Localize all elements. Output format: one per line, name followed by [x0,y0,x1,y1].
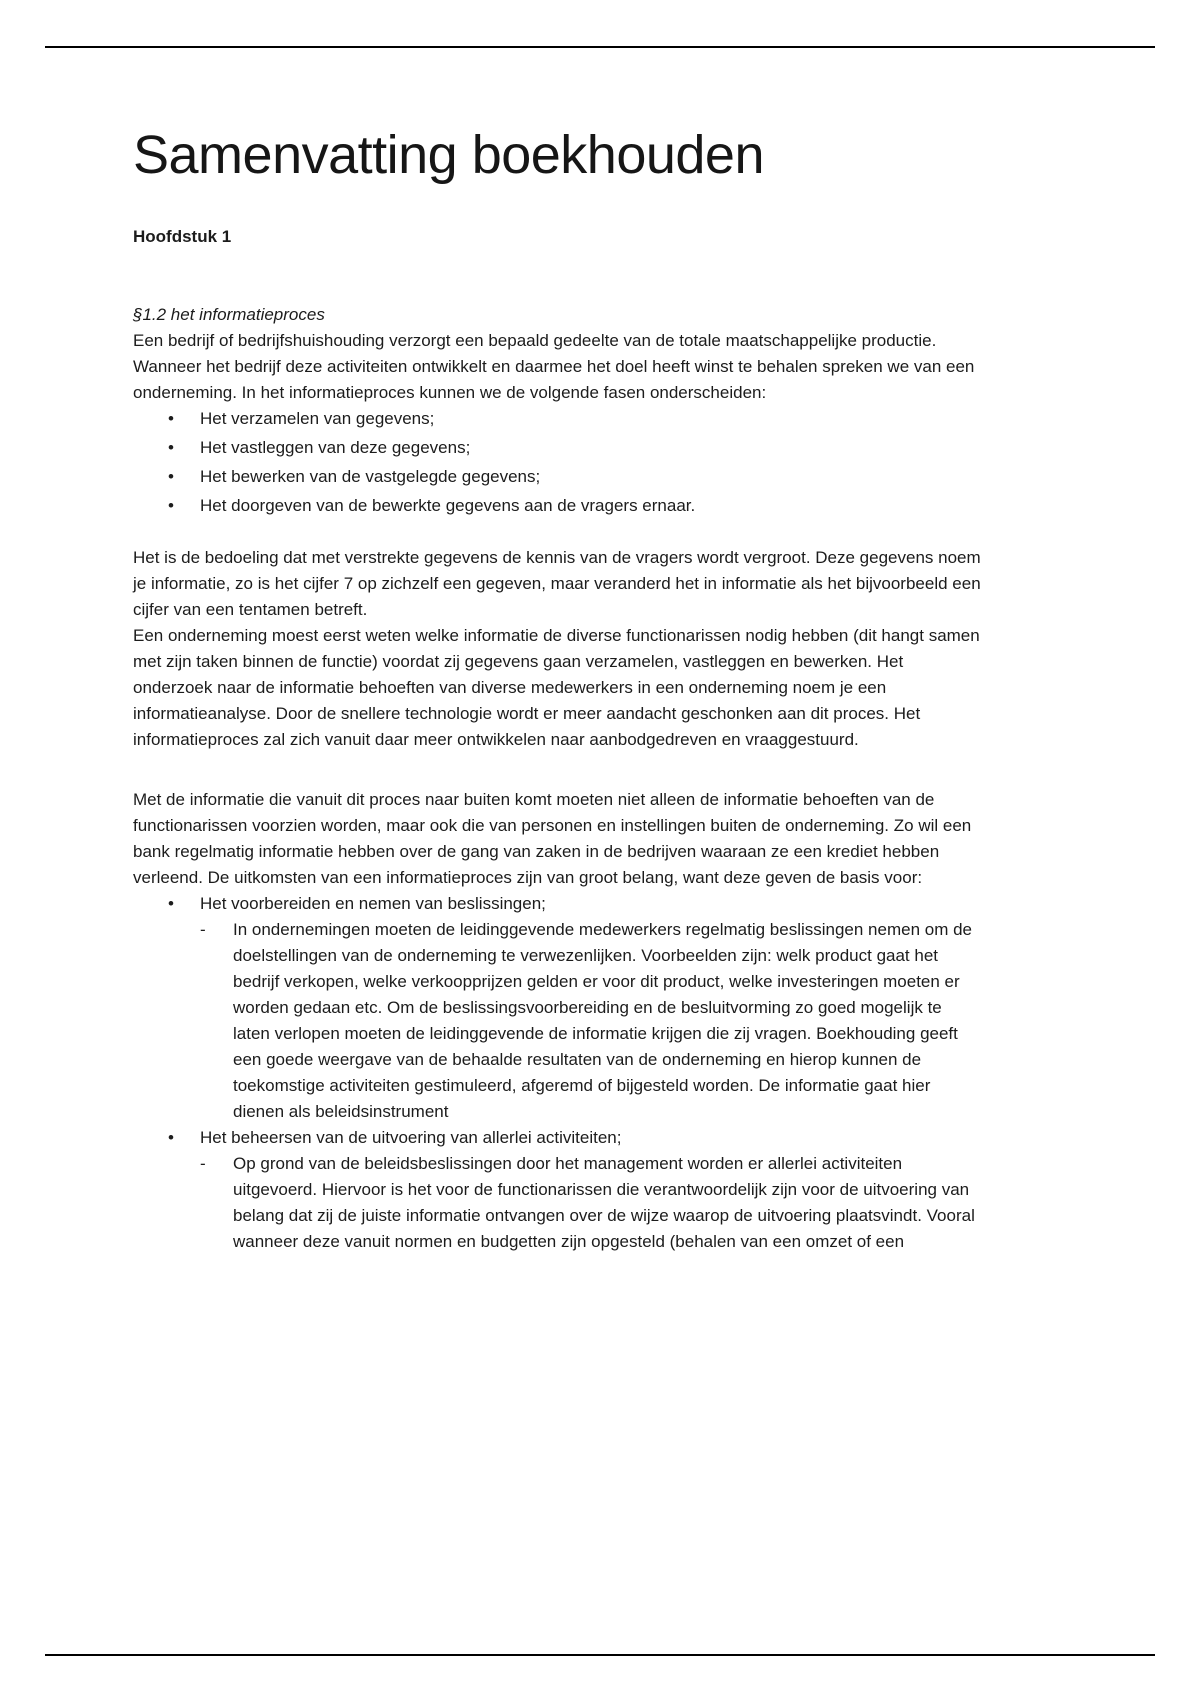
paragraph-information-1: Het is de bedoeling dat met verstrekte gegevens de kennis van de vragers wordt vergroot. Deze gegevens noem je informatie, zo is het cijfer 7 op zichzelf een gegeven, maar veranderd het in informatie als het bijvoorbeeld een cijfer van een tentamen betreft. [133,548,981,619]
outcome-detail-row [133,1151,981,1255]
bullet-icon: • [168,409,174,428]
list-item [133,435,981,461]
outcome-label: Het voorbereiden en nemen van beslissingen; [200,894,546,913]
list-item [133,493,981,519]
outcome-label-row [133,1125,981,1151]
bullet-icon: • [168,467,174,486]
outcome-detail-row [133,917,981,1125]
chapter-heading: Hoofdstuk 1 [133,227,232,246]
list-item-text: Het verzamelen van gegevens; [200,409,435,428]
document-page [133,124,981,1255]
section-heading: §1.2 het informatieproces [133,305,325,324]
dash-icon: - [200,1154,206,1173]
outcome-detail: Op grond van de beleidsbeslissingen door het management worden er allerlei activiteiten uitgevoerd. Hiervoor is het voor de functionarissen die verantwoordelijk zijn voor de uitvoering van belang dat zij de juiste informatie ontvangen over de wijze waarop de uitvoering plaatsvindt. Vooral wanneer deze vanuit normen en budgetten zijn opgesteld (behalen van een omzet of een [233,1154,975,1251]
outcome-detail: In ondernemingen moeten de leidinggevende medewerkers regelmatig beslissingen nemen om de doelstellingen van de onderneming te verwezenlijken. Voorbeelden zijn: welk product gaat het bedrijf verkopen, welke verkoopprijzen gelden er voor dit product, welke investeringen moeten er worden gedaan etc. Om de beslissingsvoorbereiding en de besluitvorming zo goed mogelijk te laten verlopen moeten de leidinggevende de informatie krijgen die zij vragen. Boekhouding geeft een goede weergave van de behaalde resultaten van de onderneming en hierop kunnen de toekomstige activiteiten gestimuleerd, afgeremd of bijgesteld worden. De informatie gaat hier dienen als beleidsinstrument [233,920,973,1121]
outcome-item [133,891,981,1125]
list-item [133,464,981,490]
list-item-text: Het bewerken van de vastgelegde gegevens; [200,467,541,486]
bullet-icon: • [168,496,174,515]
outcome-label-row [133,891,981,917]
list-item-text: Het vastleggen van deze gegevens; [200,438,471,457]
phase-list [133,406,981,519]
top-border-line [45,46,1155,48]
page-title: Samenvatting boekhouden [133,125,764,185]
list-item [133,406,981,432]
paragraph-intro: Een bedrijf of bedrijfshuishouding verzorgt een bepaald gedeelte van de totale maatschappelijke productie. Wanneer het bedrijf deze activiteiten ontwikkelt en daarmee het doel heeft winst te behalen spreken we van een onderneming. In het informatieproces kunnen we de volgende fasen onderscheiden: [133,331,975,402]
paragraph-information-2: Een onderneming moest eerst weten welke informatie de diverse functionarissen nodig hebben (dit hangt samen met zijn taken binnen de functie) voordat zij gegevens gaan verzamelen, vastleggen en bewerken. Het onderzoek naar de informatie behoeften van diverse medewerkers in een onderneming noem je een informatieanalyse. Door de snellere technologie wordt er meer aandacht geschonken aan dit proces. Het informatieproces zal zich vanuit daar meer ontwikkelen naar aanbodgedreven en vraaggestuurd. [133,626,980,749]
outcome-label: Het beheersen van de uitvoering van allerlei activiteiten; [200,1128,622,1147]
outcome-list [133,891,981,1255]
paragraph-external-info: Met de informatie die vanuit dit proces naar buiten komt moeten niet alleen de informatie behoeften van de functionarissen voorzien worden, maar ook die van personen en instellingen buiten de onderneming. Zo wil een bank regelmatig informatie hebben over de gang van zaken in de bedrijven waaraan ze een krediet hebben verleend. De uitkomsten van een informatieproces zijn van groot belang, want deze geven de basis voor: [133,790,972,887]
bullet-icon: • [168,894,174,913]
bottom-border-line [45,1654,1155,1656]
bullet-icon: • [168,1128,174,1147]
outcome-item [133,1125,981,1255]
dash-icon: - [200,920,206,939]
bullet-icon: • [168,438,174,457]
list-item-text: Het doorgeven van de bewerkte gegevens aan de vragers ernaar. [200,496,696,515]
